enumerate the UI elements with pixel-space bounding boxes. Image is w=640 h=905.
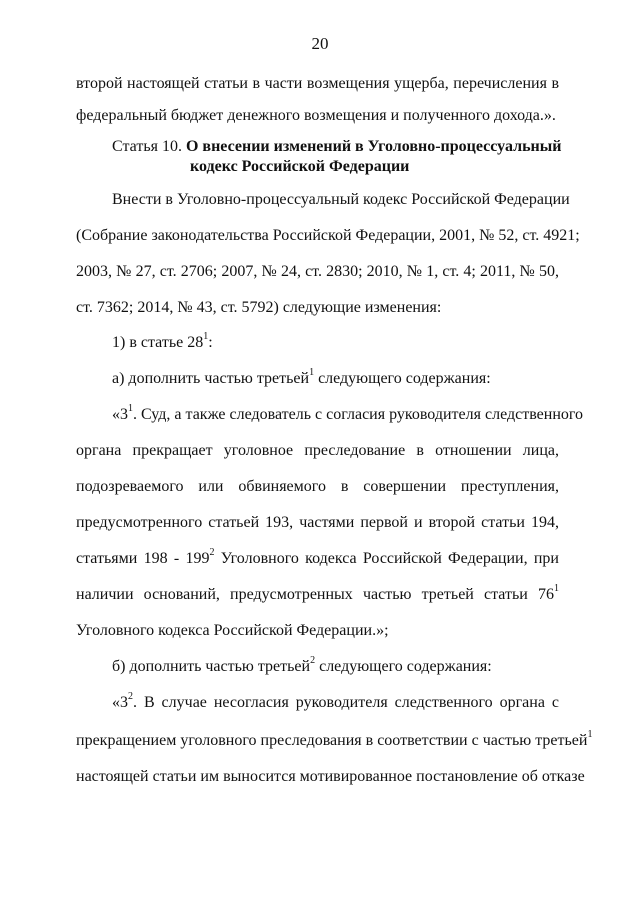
text-line: Внести в Уголовно-процессуальный кодекс Российской Федерации	[112, 191, 570, 208]
text-line	[76, 728, 593, 751]
text-line: органа прекращает уголовное преследование в отношении лица,	[76, 442, 559, 459]
superscript: 1	[203, 330, 209, 342]
text-span: следующего содержания:	[315, 658, 492, 675]
text-line: ст. 7362; 2014, № 43, ст. 5792) следующие изменения:	[76, 299, 442, 316]
list-item	[112, 330, 559, 353]
text-span: наличии оснований, предусмотренных частью третьей статьи 76	[76, 586, 554, 603]
superscript: 2	[128, 690, 133, 702]
text-line	[76, 582, 559, 605]
text-span: . Суд, а также следователь с согласия руководителя следственного	[133, 406, 584, 423]
text-line	[112, 690, 559, 713]
article-title-line2: кодекс Российской Федерации	[190, 158, 410, 175]
list-item	[112, 366, 559, 389]
text-line	[76, 546, 559, 569]
text-line: 2003, № 27, ст. 2706; 2007, № 24, ст. 2830; 2010, № 1, ст. 4; 2011, № 50,	[76, 263, 559, 280]
text-span: а) дополнить частью третьей	[112, 370, 310, 387]
text-span: «3	[112, 694, 128, 711]
text-span: статьями 198 - 199	[76, 550, 210, 567]
superscript: 2	[209, 546, 215, 558]
text-span: . В случае несогласия руководителя следственного органа с	[133, 694, 559, 711]
text-span: 1) в статье 28	[112, 334, 204, 351]
text-line	[112, 402, 584, 425]
text-line: (Собрание законодательства Российской Федерации, 2001, № 52, ст. 4921;	[76, 227, 580, 244]
text-line: подозреваемого или обвиняемого в совершении преступления,	[76, 478, 559, 495]
text-line: настоящей статьи им выносится мотивированное постановление об отказе	[76, 768, 585, 785]
superscript: 1	[309, 366, 315, 378]
text-line: Уголовного кодекса Российской Федерации.»;	[76, 622, 389, 639]
text-span: «3	[112, 406, 128, 423]
text-span: прекращением уголовного преследования в соответствии с частью третьей	[76, 732, 588, 749]
superscript: 1	[587, 728, 593, 740]
article-label: Статья 10.	[112, 138, 182, 155]
text-line: федеральный бюджет денежного возмещения и полученного дохода.».	[76, 107, 556, 124]
page-number: 20	[311, 34, 329, 53]
text-span: следующего содержания:	[314, 370, 491, 387]
text-line: второй настоящей статьи в части возмещения ущерба, перечисления в	[76, 75, 559, 92]
superscript: 2	[310, 654, 316, 666]
article-title-line1: О внесении изменений в Уголовно-процессуальный	[185, 138, 562, 155]
text-line: предусмотренного статьей 193, частями первой и второй статьи 194,	[76, 514, 559, 531]
text-span: Уголовного кодекса Российской Федерации, при	[214, 550, 559, 567]
list-item	[112, 654, 559, 677]
article-heading	[112, 137, 561, 157]
text-span: б) дополнить частью третьей	[112, 658, 311, 675]
superscript: 1	[128, 402, 133, 414]
text-span: :	[208, 334, 213, 351]
superscript: 1	[554, 582, 559, 594]
